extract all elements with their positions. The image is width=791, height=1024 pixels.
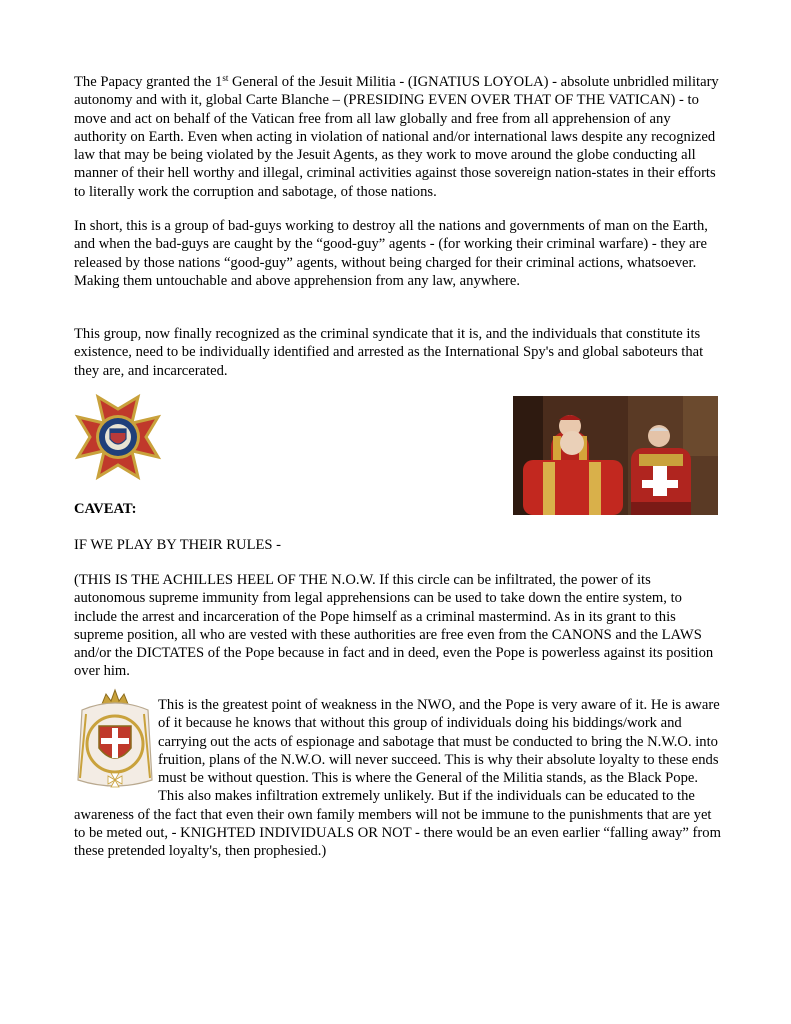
paragraph-text: The Papacy granted the 1 bbox=[74, 74, 223, 90]
paragraph-criminal-syndicate: This group, now finally recognized as the criminal syndicate that it is, and the individuals that constitute its existence, need to be individually identified and arrested as the International Spy's and global saboteurs that they are, and incarcerated. bbox=[74, 326, 704, 379]
paragraph-bad-guys: In short, this is a group of bad-guys working to destroy all the nations and governments of man on the Earth, and when the bad-guys are caught by the “good-guy” agents - (for working their criminal warfare) - they are released by those nations “good-guy” agents, without being charged for their criminal actions, whatsoever. Making them untouchable and above apprehension from any law, anywhere. bbox=[74, 218, 708, 289]
paragraph-achilles-heel: (THIS IS THE ACHILLES HEEL OF THE N.O.W. If this circle can be infiltrated, the power of its autonomous supreme immunity from legal apprehensions can be used to take down the entire system, to include the arrest and incarceration of the Pope himself as a criminal mastermind. As in its grant to this supreme position, all who are vested with these authorities are free even from the CANONS and the LAWS and/or the DICTATES of the Pope because in fact and in deed, even the Pope is powerless against its position over him. bbox=[74, 572, 714, 680]
rules-line: IF WE PLAY BY THEIR RULES - bbox=[74, 537, 282, 553]
paragraph-text: This is the greatest point of weakness in the NWO, and the Pope is very aware of it. He is aware of it because he knows that without this group of individuals doing his biddings/work and carrying out the acts of espionage and sabotage that must be conducted to bring the N.W.O. into fruition, plans of the N.W.O. will never succeed. This is why their absolute loyalty to these ends must be without question. This is where the General of the Militia stands, as the Black Pope. This also makes infiltration extremely unlikely. But if the individuals can be educated to the awareness of the fact that even their own family members will not be immune to the punishments that are yet to be meted out, - KNIGHTED INDIVIDUALS OR NOT - there would be an even earlier “falling away” from these pretended loyalty's, then prophesied.) bbox=[74, 697, 721, 860]
two-clergymen-photo bbox=[513, 396, 718, 515]
paragraph-text: General of the Jesuit Militia - (IGNATIUS LOYOLA) - absolute unbridled military autonomy and with it, global Carte Blanche – (PRESIDING EVEN OVER THAT OF THE VATICAN) - to move and act on behalf of the Vatican free from all law globally and free from all apprehension of any authority on Earth. Even when acting in violation of national and/or international laws despite any recognized law that may be being violated by the Jesuit Agents, as they work to move around the globe conducting all manner of their hell worthy and illegal, criminal activities against those sovereign nation-states in their efforts to literally work the corruption and sabotage, of those nations. bbox=[74, 74, 719, 200]
maltese-coat-of-arms-icon bbox=[72, 688, 158, 792]
superscript-st: st bbox=[222, 73, 229, 83]
caveat-heading: CAVEAT: bbox=[74, 501, 137, 517]
cross-emblem-icon bbox=[74, 393, 162, 481]
paragraph-weakness bbox=[74, 696, 724, 861]
paragraph-papacy-grant bbox=[74, 73, 724, 201]
